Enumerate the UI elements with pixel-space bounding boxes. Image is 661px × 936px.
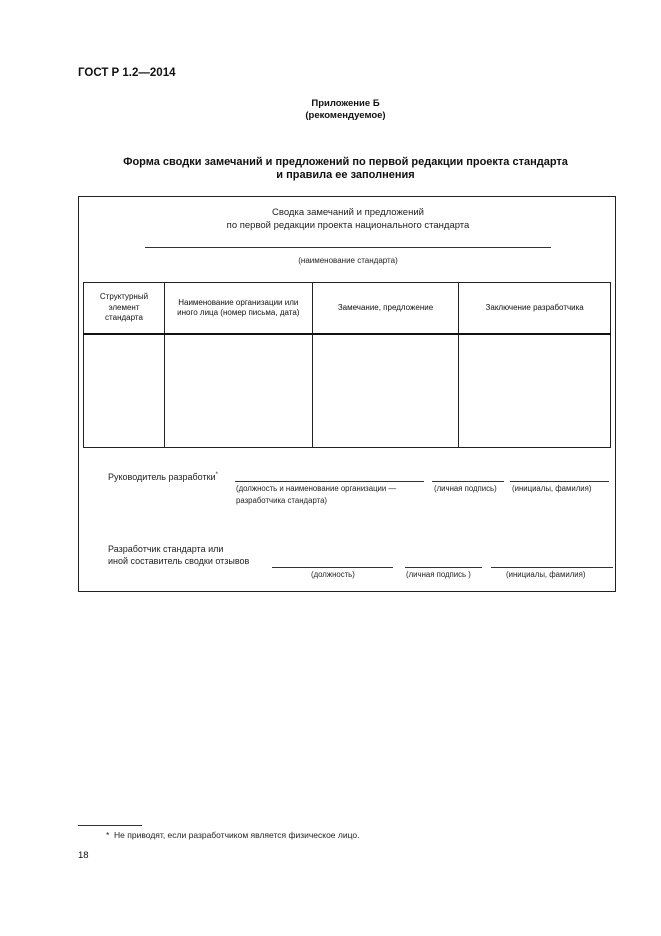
head-position-caption-2: разработчика стандарта) (236, 496, 328, 505)
footnote-rule (78, 825, 142, 826)
column-header-conclusion: Заключение разработчика (459, 283, 611, 335)
developer-label (108, 543, 249, 567)
head-position-caption (236, 483, 396, 507)
developer-name-line[interactable] (491, 567, 613, 568)
head-label (108, 469, 218, 483)
developer-label-line-2: иной составитель сводки отзывов (108, 556, 250, 566)
page-number: 18 (78, 850, 89, 861)
form-title-line-1: Форма сводки замечаний и предложений по первой редакции проекта стандарта (123, 156, 568, 168)
appendix-title: Приложение Б (311, 98, 380, 109)
table-header-row (84, 283, 611, 335)
column-header-organization: Наименование организации или иного лица (номер письма, дата) (164, 283, 312, 335)
head-position-caption-1: (должность и наименование организации — (236, 484, 397, 493)
developer-name-caption: (инициалы, фамилия) (506, 570, 586, 579)
head-position-line[interactable] (235, 481, 424, 482)
table-cell-organization[interactable] (164, 334, 312, 448)
head-name-caption: (инициалы, фамилия) (512, 484, 592, 493)
form-title-line-2: и правила ее заполнения (276, 169, 415, 181)
summary-title (79, 207, 617, 232)
table-cell-conclusion[interactable] (459, 334, 611, 448)
standard-name-line (145, 247, 551, 248)
appendix-note: (рекомендуемое) (305, 110, 386, 121)
developer-label-line-1: Разработчик стандарта или (108, 544, 224, 554)
developer-signature-line[interactable] (405, 567, 482, 568)
head-footnote-mark: * (215, 472, 218, 478)
column-header-element: Структурный элемент стандарта (84, 283, 165, 335)
developer-signature-caption: (личная подпись ) (406, 570, 471, 579)
head-signature-caption: (личная подпись) (434, 484, 497, 493)
head-signature-line[interactable] (432, 481, 504, 482)
standard-designation: ГОСТ Р 1.2—2014 (78, 67, 176, 79)
footnote-text: Не приводят, если разработчиком является физическое лицо. (114, 830, 360, 840)
summary-title-line-2: по первой редакции проекта национального стандарта (226, 219, 470, 231)
footnote (106, 830, 359, 840)
standard-name-caption: (наименование стандарта) (298, 256, 398, 265)
table-cell-element[interactable] (84, 334, 165, 448)
summary-title-line-1: Сводка замечаний и предложений (272, 207, 424, 218)
developer-position-line[interactable] (272, 567, 393, 568)
appendix-heading (0, 98, 661, 122)
form-title (0, 156, 661, 182)
column-header-remark: Замечание, предложение (312, 283, 459, 335)
head-name-line[interactable] (510, 481, 609, 482)
table-row (84, 334, 611, 448)
table-cell-remark[interactable] (312, 334, 459, 448)
footnote-mark: * (106, 830, 110, 840)
remarks-table (83, 282, 611, 448)
form-frame (78, 196, 616, 592)
head-label-text: Руководитель разработки (108, 472, 216, 482)
developer-position-caption: (должность) (311, 570, 355, 579)
